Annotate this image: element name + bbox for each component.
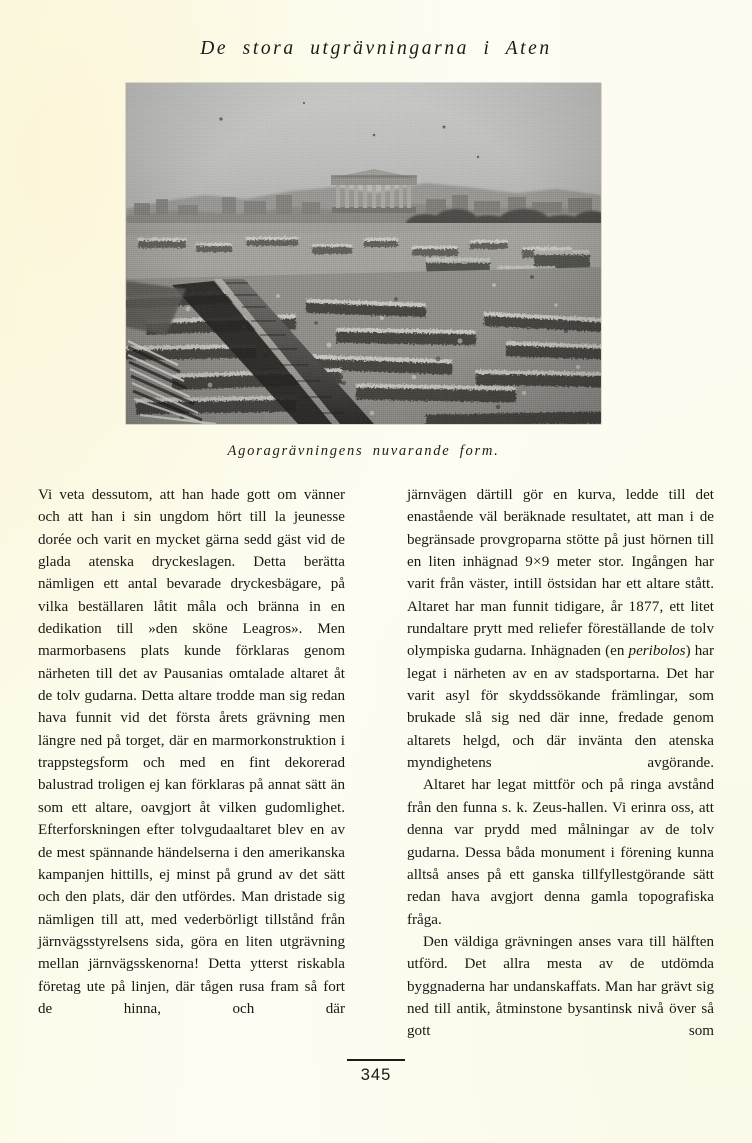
body-columns <box>38 484 714 1054</box>
figure-photograph <box>126 83 601 424</box>
text-run: Altaret har legat mittför och på ringa avstånd från den funna s. k. Zeus-hallen. Vi erinra oss, att denna var prydd med målningar av de tolv gudarna. Dessa båda monument i förening kunna alltså anses på ett ganska tillfyllestgörande sätt redan hava avgjort denna gamla topografiska fråga. <box>407 777 714 928</box>
folio-rule <box>347 1059 405 1061</box>
paragraph <box>38 484 345 1020</box>
text-run: Vi veta dessutom, att han hade gott om vänner och att han i sin ungdom hört till la jeunesse dorée och varit en mycket gärna sedd gäst vid de glada atenska dryckeslagen. Detta berätta nämligen ett antal bevarade dryckesbägare, på vilka beställaren låtit måla och bränna in en dedikation till »den sköne Leagros». Men marmorbasens plats kunde förklaras genom närheten till det av Pausanias omtalade altaret åt de tolv gudarna. Detta altare trodde man sig redan hava funnit vid det första årets grävning men längre ned på torget, där en marmorkonstruktion i trappstegsform och med en fint dekorerad balustrad troligen ej kan förklaras på annat sätt än som ett altare, oavgjort åt vilken gudomlighet. Efterforskningen efter tolvgudaaltaret blev en av de mest spännande händelserna i den amerikanska kampanjen hittills, ej minst på grund av det sätt och den plats, där den utfördes. Man dristade sig nämligen till att, med vederbörligt tillstånd från järnvägsstyrelsens sida, göra en liten utgrävning mellan järnvägsskenorna! Detta ytterst riskabla företag ute på linjen, där tågen rusa fram så fort de hinna, och där <box>38 487 345 1017</box>
text-run: järnvägen därtill gör en kurva, ledde till det enastående väl beräknade resultatet, att man i de begränsade provgroparna stötte på just hörnen till en liten inhägnad <box>407 487 714 571</box>
figure-caption: Agoragrävningens nuvarande form. <box>227 443 500 459</box>
text-run: , ett litet rundaltare prytt med reliefer föreställande de tolv olympiska gudarna. Inhägnaden (en <box>407 598 714 660</box>
text-run: ) har legat i närheten av en av stadsportarna. Det har varit asyl för skyddssökande främlingar, som brukade slå sig ned där inne, fredade genom altarets helgd, och där invänta den atenska myndighetens avgörande. <box>407 643 715 772</box>
emphasised-term: peribolos <box>628 643 686 660</box>
paragraph <box>407 774 714 930</box>
paragraph <box>407 484 714 774</box>
text-run: meter stor. Ingången har varit från väster, intill östsidan har ett altare stått. Altaret har man funnit tidigare, år <box>407 554 714 615</box>
oldstyle-numeral: 1877 <box>628 598 660 615</box>
text-run: Den väldiga grävningen anses vara till hälften utförd. Det allra mesta av de utdömda byggnaderna har undanskaffats. Man har grävt sig ned till antik, åtminstone bysantinsk nivå över så gott som <box>407 933 714 1040</box>
photograph-image <box>126 83 601 424</box>
folio-block <box>0 1059 752 1085</box>
paragraph <box>407 931 714 1043</box>
left-column <box>38 484 345 1054</box>
page-number: 345 <box>360 1065 392 1084</box>
oldstyle-numeral: 9×9 <box>525 554 550 571</box>
running-head: De stora utgrävningarna i Aten <box>200 38 552 59</box>
right-column <box>407 484 714 1054</box>
